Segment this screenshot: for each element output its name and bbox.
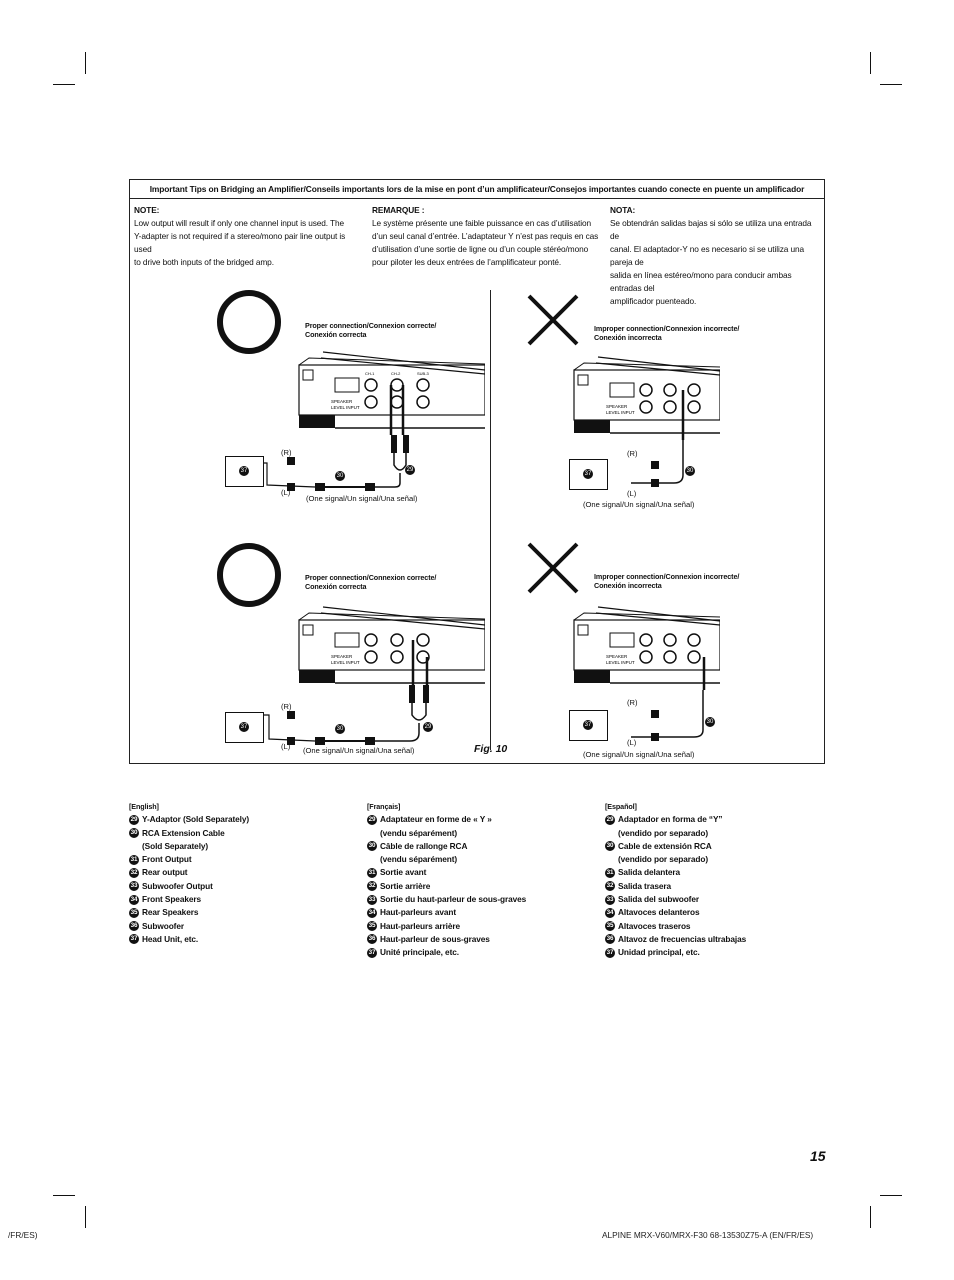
legend-number: 30 (368, 842, 376, 850)
box-title: Important Tips on Bridging an Amplifier/Conseils importants lors de la mise en pont d’un amplificateur/Consejos importantes cuando conecte en puente un amplificador (130, 180, 824, 199)
note-line: Low output will result if only one channel input is used. The (134, 218, 345, 228)
label-37: 37 (584, 471, 592, 477)
label-29: 29 (406, 467, 414, 473)
legend-number: 30 (606, 842, 614, 850)
amp-speaker-label: SPEAKER (331, 654, 353, 659)
legend-item: 35 Altavoces traseros (606, 920, 691, 931)
note-line: Le système présente une faible puissance en cas d’utilisation (372, 218, 591, 228)
label-37: 37 (240, 468, 248, 474)
label-30: 30 (336, 726, 344, 732)
left-channel-label: (L) (627, 738, 637, 747)
legend-item: 33 Subwoofer Output (130, 880, 213, 891)
legend-number: 37 (130, 935, 138, 943)
legend-number: 31 (130, 855, 138, 863)
improper-mark-cross (523, 538, 583, 598)
right-channel-label: (R) (281, 448, 292, 457)
left-channel-label: (L) (281, 488, 291, 497)
crop-mark (53, 1195, 75, 1196)
amp-input-label: LEVEL INPUT (331, 405, 360, 410)
left-channel-label: (L) (281, 742, 291, 751)
legend-number (367, 828, 377, 838)
amp-speaker-label: SPEAKER (331, 399, 353, 404)
note-line: d’utilisation d’une sortie de ligne ou d’un couple stéréo/mono (372, 244, 589, 254)
amp-ch2-label: CH-2 (391, 371, 401, 376)
legend-number: 36 (368, 935, 376, 943)
legend-item: 29 Adaptateur en forme de « Y » (368, 814, 492, 825)
amplifier-drawing (570, 345, 720, 440)
legend-number (129, 841, 139, 851)
crop-mark (880, 84, 902, 85)
note-line: amplificador puenteado. (610, 296, 697, 306)
amp-ch3-label: SUB-3 (417, 371, 429, 376)
amp-input-label: LEVEL INPUT (606, 410, 635, 415)
note-head: REMARQUE : (372, 205, 425, 215)
note-head: NOTA: (610, 205, 636, 215)
figure-label: Fig. 10 (474, 743, 508, 755)
legend-number: 34 (130, 895, 138, 903)
legend-item: 37 Head Unit, etc. (130, 933, 199, 944)
right-channel-label: (R) (281, 702, 292, 711)
note-line: Y-adapter is not required if a stereo/mono pair line output is used (134, 231, 346, 254)
legend-number: 32 (606, 882, 614, 890)
legend-number: 35 (368, 922, 376, 930)
legend-item: 37 Unité principale, etc. (368, 947, 459, 958)
right-channel-label: (R) (627, 449, 638, 458)
note-french (372, 204, 602, 269)
legend-number: 29 (606, 815, 614, 823)
legend-number: 32 (368, 882, 376, 890)
right-channel-label: (R) (627, 698, 638, 707)
legend-item: 35 Rear Speakers (130, 907, 199, 918)
amplifier-drawing (295, 340, 485, 435)
legend-number: 35 (130, 908, 138, 916)
note-line: pour piloter les deux entrées de l’amplificateur ponté. (372, 257, 562, 267)
legend-item: 33 Salida del subwoofer (606, 894, 699, 905)
amp-speaker-label: SPEAKER (606, 654, 628, 659)
signal-label: (One signal/Un signal/Una señal) (583, 750, 695, 759)
legend-item: 30 RCA Extension Cable (130, 827, 225, 838)
legend-item: 30 Cable de extensión RCA (606, 840, 712, 851)
legend-number: 29 (368, 815, 376, 823)
legend-number: 32 (130, 868, 138, 876)
legend-item: 37 Unidad principal, etc. (606, 947, 700, 958)
label-30: 30 (686, 468, 694, 474)
label-30: 30 (336, 473, 344, 479)
legend-number: 31 (368, 868, 376, 876)
legend-number: 33 (606, 895, 614, 903)
legend-number: 31 (606, 868, 614, 876)
crop-mark (870, 1206, 871, 1228)
legend-french (367, 800, 526, 960)
legend-item: 30 Câble de rallonge RCA (368, 840, 468, 851)
amp-input-label: LEVEL INPUT (331, 660, 360, 665)
crop-mark (85, 1206, 86, 1228)
crop-mark (85, 52, 86, 74)
amplifier-drawing (295, 595, 485, 690)
improper-caption: Improper connection/Connexion incorrecte/ Conexión incorrecta (594, 572, 740, 590)
legend-item: 32 Rear output (130, 867, 188, 878)
note-english (134, 204, 364, 269)
legend-item: 34 Haut-parleurs avant (368, 907, 457, 918)
legend-spanish (605, 800, 746, 960)
amp-speaker-label: SPEAKER (606, 404, 628, 409)
legend-number: 37 (606, 948, 614, 956)
note-head: NOTE: (134, 205, 160, 215)
legend-number: 35 (606, 922, 614, 930)
legend-item: 29 Adaptador en forma de “Y” (606, 814, 723, 825)
legend-number (605, 855, 615, 865)
label-37: 37 (584, 722, 592, 728)
label-30: 30 (706, 719, 714, 725)
left-channel-label: (L) (627, 489, 637, 498)
legend-item: 33 Sortie du haut-parleur de sous-graves (368, 894, 527, 905)
legend-item: 36 Subwoofer (130, 920, 184, 931)
legend-item: 32 Salida trasera (606, 880, 672, 891)
column-divider (490, 290, 491, 750)
legend-item: (vendido por separado) (605, 853, 746, 866)
head-unit-box (225, 712, 264, 743)
note-line: to drive both inputs of the bridged amp. (134, 257, 274, 267)
legend-head: [Español] (605, 802, 637, 811)
footer-left: /FR/ES) (8, 1230, 38, 1240)
legend-number: 30 (130, 829, 138, 837)
legend-item: 36 Haut-parleur de sous-graves (368, 933, 490, 944)
label-29: 29 (424, 724, 432, 730)
legend-number (605, 828, 615, 838)
note-line: Se obtendrán salidas bajas si sólo se utiliza una entrada de (610, 218, 812, 241)
proper-caption: Proper connection/Connexion correcte/ Conexión correcta (305, 321, 437, 339)
head-unit-box (569, 710, 608, 741)
legend-number: 36 (606, 935, 614, 943)
page-number: 15 (810, 1148, 826, 1164)
note-line: canal. El adaptador-Y no es necesario si se utiliza una pareja de (610, 244, 805, 267)
head-unit-box (225, 456, 264, 487)
improper-caption: Improper connection/Connexion incorrecte/ Conexión incorrecta (594, 324, 740, 342)
legend-item: (vendu séparément) (367, 827, 526, 840)
legend-number: 36 (130, 922, 138, 930)
cable-drawing (606, 435, 726, 495)
legend-item: 35 Haut-parleurs arrière (368, 920, 460, 931)
diagram-improper-1 (495, 285, 825, 510)
signal-label: (One signal/Un signal/Una señal) (583, 500, 695, 509)
legend-item: 32 Sortie arrière (368, 880, 431, 891)
legend-head: [Français] (367, 802, 401, 811)
label-37: 37 (240, 724, 248, 730)
tips-box (129, 179, 825, 764)
amp-ch1-label: CH-1 (365, 371, 375, 376)
legend-item: (vendu séparément) (367, 853, 526, 866)
amplifier-drawing (570, 595, 720, 690)
improper-mark-cross (523, 290, 583, 350)
signal-label: (One signal/Un signal/Una señal) (306, 494, 418, 503)
legend-number: 34 (368, 908, 376, 916)
legend-item: (vendido por separado) (605, 827, 746, 840)
legend-english (129, 800, 249, 946)
legend-head: [English] (129, 802, 159, 811)
legend-item: 36 Altavoz de frecuencias ultrabajas (606, 933, 747, 944)
note-line: salida en línea estéreo/mono para conducir ambas entradas del (610, 270, 792, 293)
legend-number (367, 855, 377, 865)
proper-caption: Proper connection/Connexion correcte/ Conexión correcta (305, 573, 437, 591)
head-unit-box (569, 459, 608, 490)
legend-number: 37 (368, 948, 376, 956)
proper-mark-circle (214, 287, 284, 357)
note-line: d’un seul canal d’entrée. L’adaptateur Y n’est pas requis en cas (372, 231, 599, 241)
legend-item: 31 Front Output (130, 854, 192, 865)
diagram-proper-2 (130, 535, 485, 760)
diagram-proper-1 (130, 285, 485, 510)
amp-input-label: LEVEL INPUT (606, 660, 635, 665)
proper-mark-circle (214, 540, 284, 610)
legend-number: 33 (130, 882, 138, 890)
legend-item: (Sold Separately) (129, 840, 249, 853)
footer-right: ALPINE MRX-V60/MRX-F30 68-13530Z75-A (EN/FR/ES) (602, 1230, 814, 1240)
legend-number: 34 (606, 908, 614, 916)
legend-item: 31 Salida delantera (606, 867, 681, 878)
crop-mark (880, 1195, 902, 1196)
signal-label: (One signal/Un signal/Una señal) (303, 746, 415, 755)
legend-number: 29 (130, 815, 138, 823)
diagram-improper-2 (495, 535, 825, 760)
legend-number: 33 (368, 895, 376, 903)
legend-item: 34 Altavoces delanteros (606, 907, 700, 918)
legend-item: 34 Front Speakers (130, 894, 202, 905)
crop-mark (53, 84, 75, 85)
crop-mark (870, 52, 871, 74)
legend-item: 29 Y-Adaptor (Sold Separately) (130, 814, 250, 825)
legend-item: 31 Sortie avant (368, 867, 427, 878)
